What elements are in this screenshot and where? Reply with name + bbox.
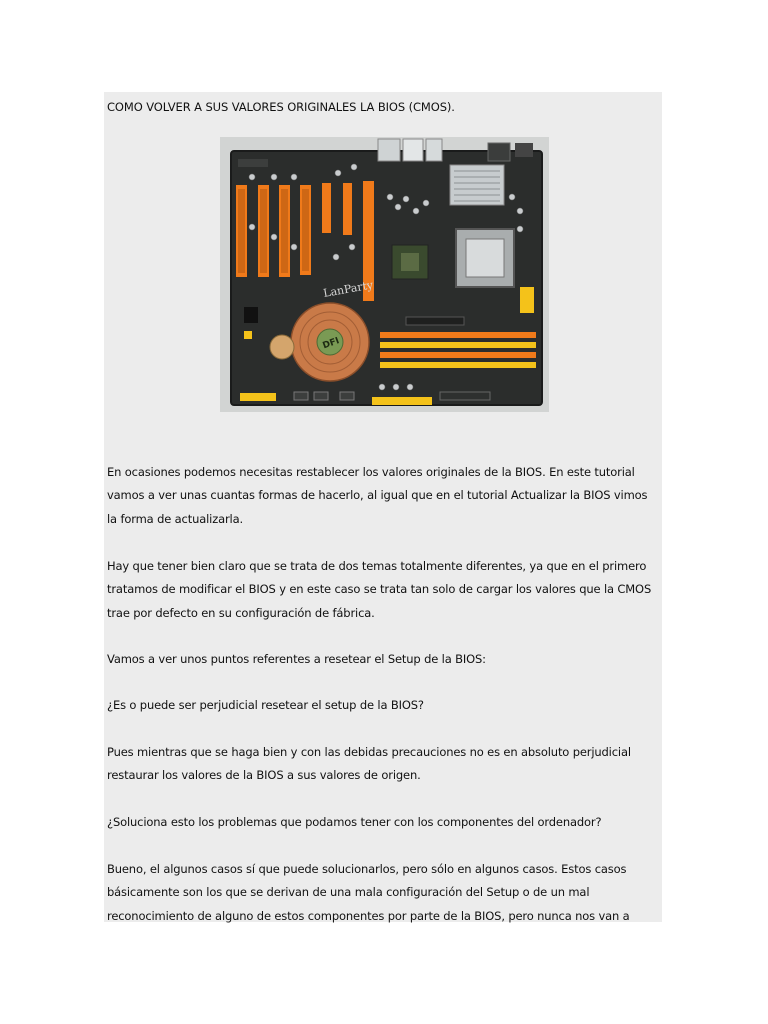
lanparty-logo: LanParty [322, 278, 375, 300]
paragraph-points-intro: Vamos a ver unos puntos referentes a resetear el Setup de la BIOS: [107, 652, 486, 666]
paragraph-difference: Hay que tener bien claro que se trata de dos temas totalmente diferentes, ya que en el primero tratamos de modificar el BIOS y en este caso se trata tan solo de cargar los valores que la CMOS trae por defecto en su configuración de fábrica. [107, 559, 652, 620]
paragraph-answer-1: Pues mientras que se haga bien y con las debidas precauciones no es en absoluto perjudicial restaurar los valores de la BIOS a sus valores de origen. [107, 745, 631, 783]
paragraph-question-1: ¿Es o puede ser perjudicial resetear el setup de la BIOS? [107, 698, 424, 712]
document-page [104, 92, 662, 922]
paragraph-intro: En ocasiones podemos necesitas restablecer los valores originales de la BIOS. En este tutorial vamos a ver unas cuantas formas de hacerlo, al igual que en el tutorial Actualizar la BIOS vimos la forma de actualizarla. [107, 465, 648, 526]
document-title: COMO VOLVER A SUS VALORES ORIGINALES LA BIOS (CMOS). [107, 100, 455, 114]
paragraph-question-2: ¿Soluciona esto los problemas que podamos tener con los componentes del ordenador? [107, 815, 602, 829]
motherboard-photo [220, 137, 549, 412]
paragraph-answer-2: Bueno, el algunos casos sí que puede solucionarlos, pero sólo en algunos casos. Estos casos básicamente son los que se derivan de una mala configuración del Setup o de un mal reconocimiento de alguno de estos componentes por parte de la BIOS, pero nunca nos van a [107, 862, 630, 923]
motherboard-illustration [220, 137, 549, 412]
dfi-logo: DFI [321, 336, 341, 352]
